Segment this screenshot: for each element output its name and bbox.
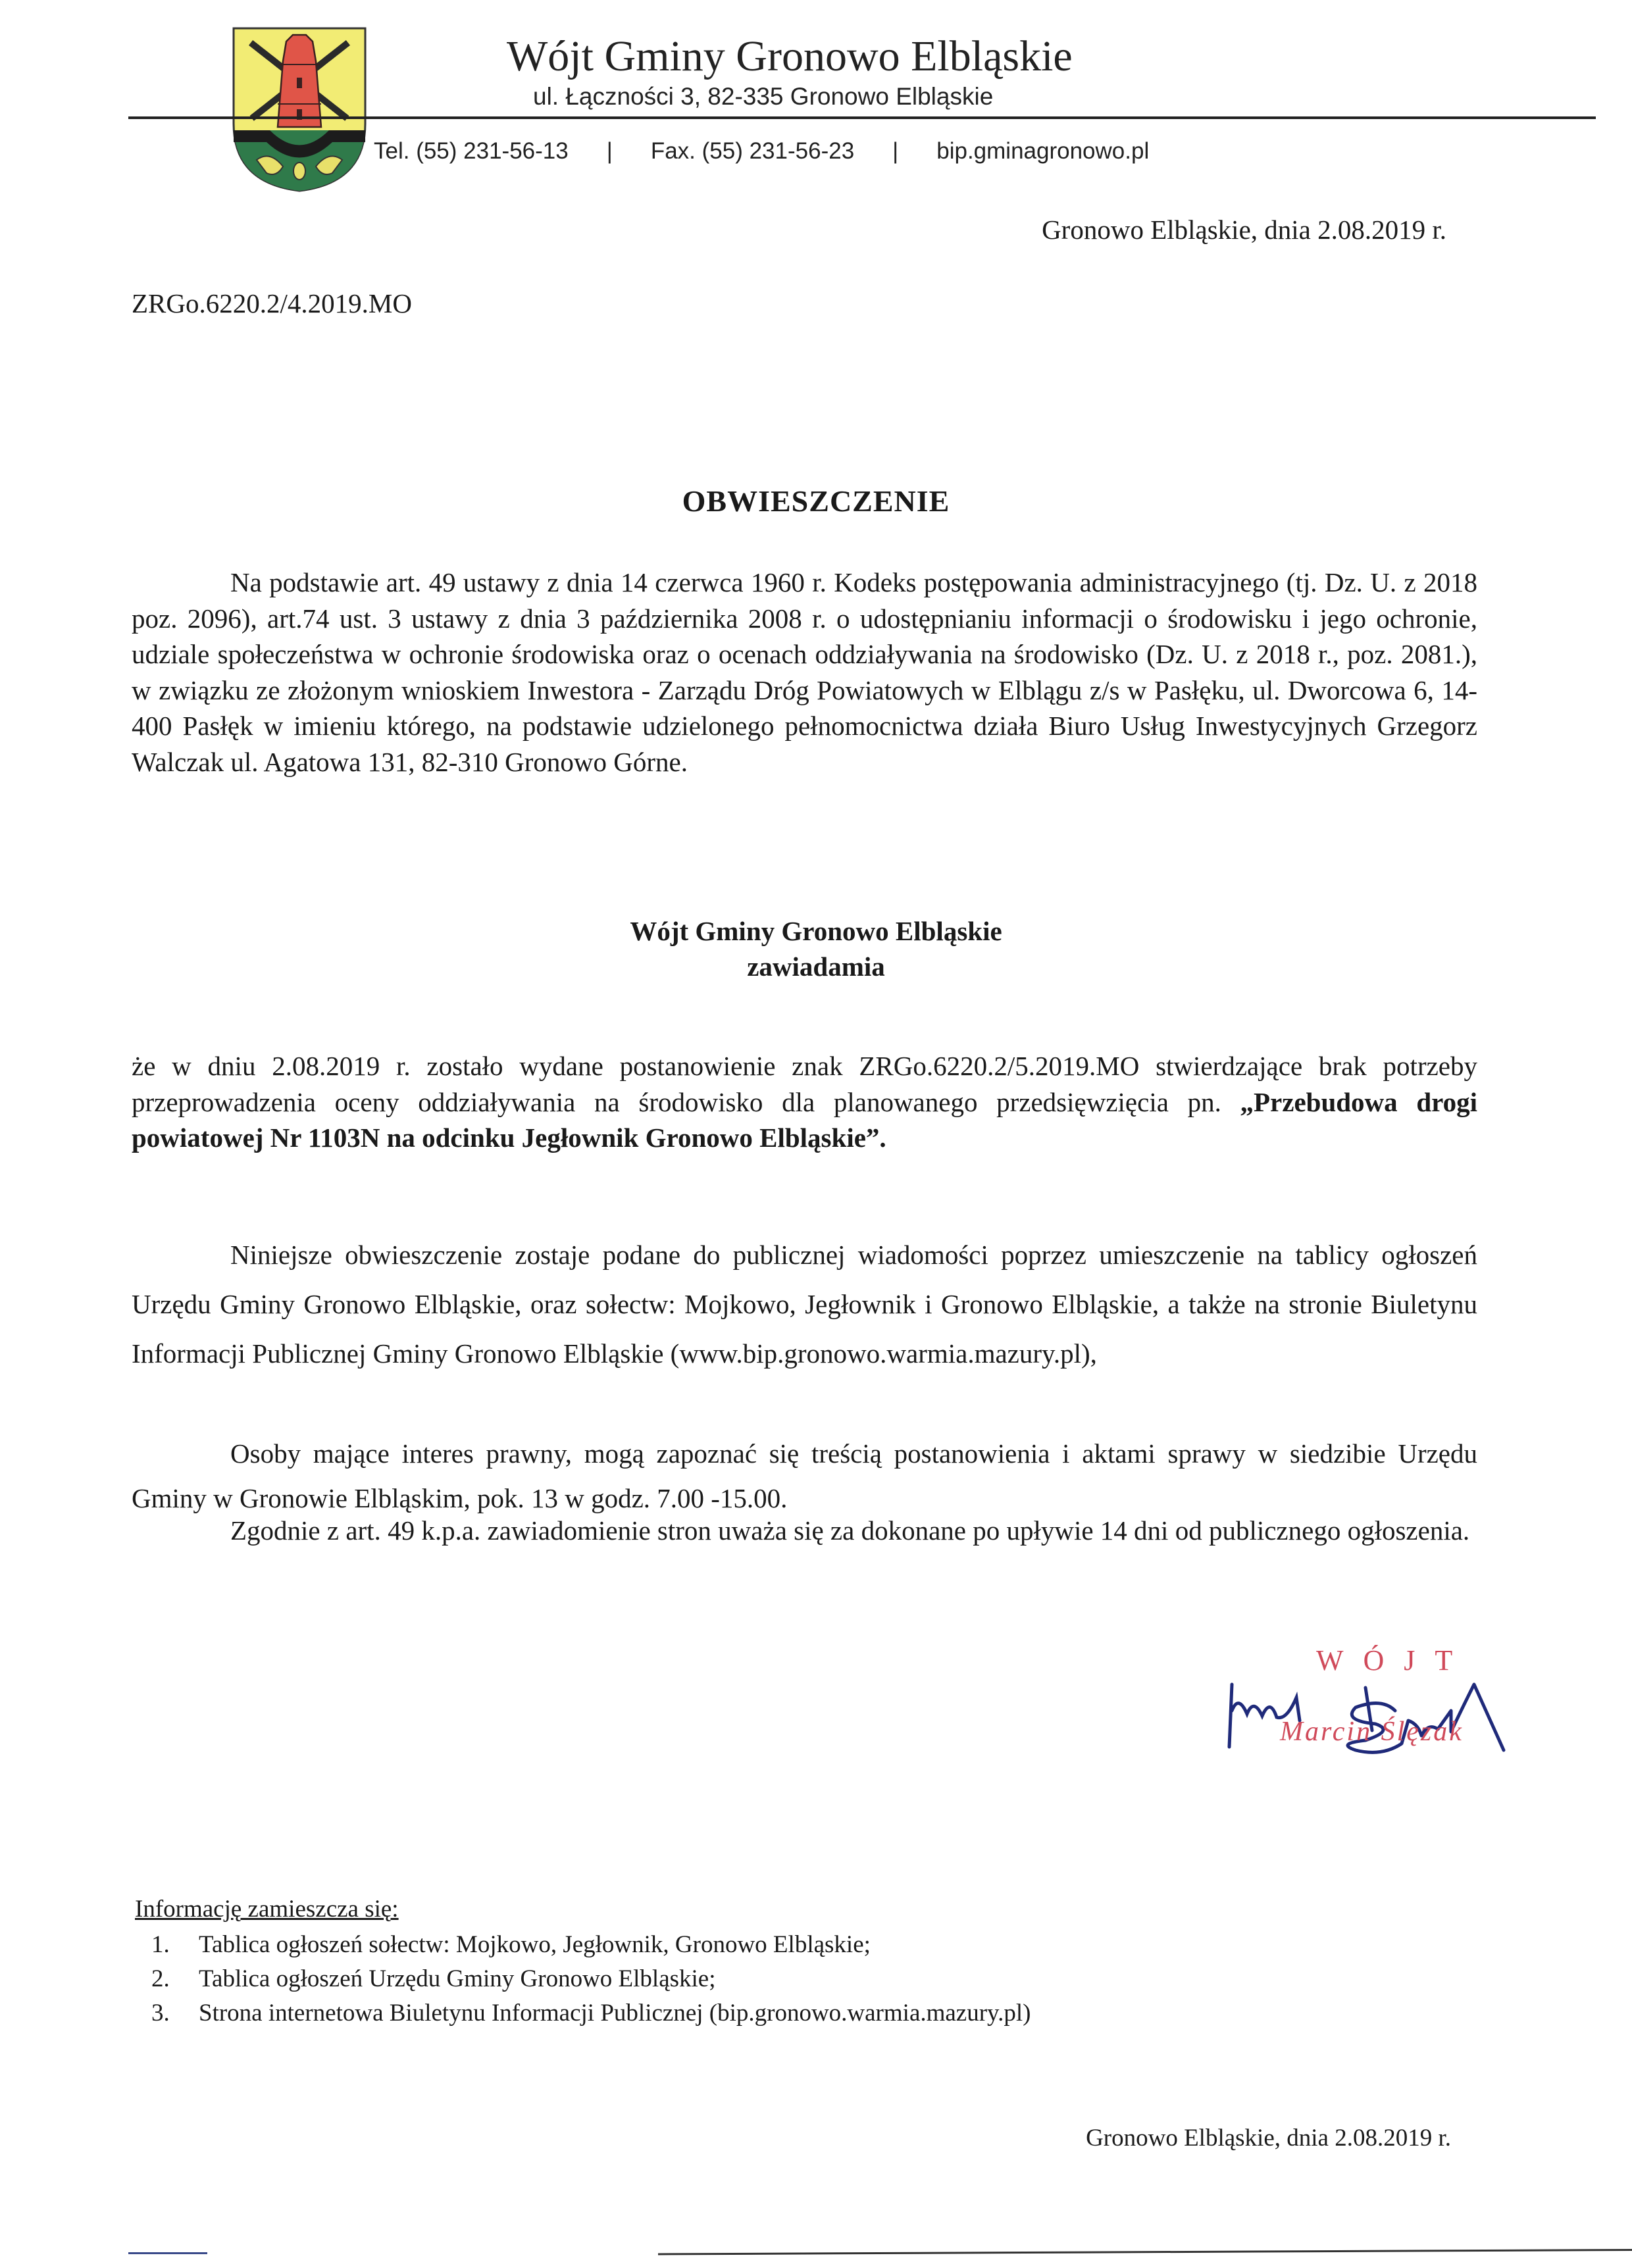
stamp-title: WÓJT	[1316, 1644, 1473, 1676]
decision-text: że w dniu 2.08.2019 r. zostało wydane postanowienie znak ZRGo.6220.2/5.2019.MO stwierdzające brak potrzeby przeprowadzenia oceny oddziaływania na środowisko dla planowanego przedsięwzięcia pn.	[132, 1051, 1477, 1117]
letterhead-title: Wójt Gminy Gronowo Elbląskie	[507, 32, 1073, 80]
notice-heading	[0, 913, 1632, 984]
heading-authority: Wójt Gminy Gronowo Elbląskie	[630, 916, 1002, 946]
stamp-name: Marcin Ślęzak	[1280, 1717, 1464, 1747]
scan-edge	[658, 2249, 1632, 2255]
distribution-heading: Informację zamieszcza się:	[135, 1896, 399, 1923]
reference-number: ZRGo.6220.2/4.2019.MO	[132, 288, 412, 318]
list-item: 2. Tablica ogłoszeń Urzędu Gminy Gronowo Elbląskie;	[151, 1965, 716, 1992]
footer-place-date: Gronowo Elbląskie, dnia 2.08.2019 r.	[1086, 2125, 1451, 2152]
paragraph-notification: Zgodnie z art. 49 k.p.a. zawiadomienie stron uważa się za dokonane po upływie 14 dni od publicznego ogłoszenia.	[230, 1515, 1470, 1546]
fax-number: Fax. (55) 231-56-23	[650, 138, 855, 164]
list-item: 3. Strona internetowa Biuletynu Informacji Publicznej (bip.gronowo.warmia.mazury.pl)	[151, 2000, 1031, 2027]
phone-number: Tel. (55) 231-56-13	[374, 138, 569, 164]
separator: |	[606, 138, 613, 164]
website-link[interactable]: bip.gminagronowo.pl	[936, 138, 1150, 164]
heading-verb: zawiadamia	[747, 951, 885, 982]
scan-edge	[128, 2252, 207, 2254]
letterhead-address: ul. Łączności 3, 82-335 Gronowo Elbląskie	[533, 83, 994, 110]
paragraph-decision	[132, 1048, 1477, 1156]
list-item: 1. Tablica ogłoszeń sołectw: Mojkowo, Jegłownik, Gronowo Elbląskie;	[151, 1931, 871, 1958]
paragraph-access: Osoby mające interes prawny, mogą zapoznać się treścią postanowienia i aktami sprawy w siedzibie Urzędu Gminy w Gronowie Elbląskim, pok. 13 w godz. 7.00 -15.00.	[132, 1438, 1477, 1513]
document-title: OBWIESZCZENIE	[682, 484, 950, 518]
distribution-list	[151, 1928, 1031, 2030]
separator: |	[892, 138, 899, 164]
letterhead-divider	[128, 116, 1596, 119]
coat-of-arms-icon	[230, 25, 369, 193]
letterhead-contacts	[374, 138, 1149, 164]
paragraph-legal-basis: Na podstawie art. 49 ustawy z dnia 14 czerwca 1960 r. Kodeks postępowania administracyjnego (tj. Dz. U. z 2018 poz. 2096), art.74 ust. 3 ustawy z dnia 3 października 2008 r. o udostępnianiu informacji o środowisku i jego ochronie, udziale społeczeństwa w ochronie środowiska oraz o ocenach oddziaływania na środowisko (Dz. U. z 2018 r., poz. 2081.), w związku ze złożonym wnioskiem Inwestora - Zarządu Dróg Powiatowych w Elblągu z/s w Pasłęku, ul. Dworcowa 6, 14-400 Pasłęk w imieniu którego, na podstawie udzielonego pełnomocnictwa działa Biuro Usług Inwestycyjnych Grzegorz Walczak ul. Agatowa 131, 82-310 Gronowo Górne.	[132, 567, 1477, 777]
signature-icon	[1224, 1658, 1527, 1770]
paragraph-publication: Niniejsze obwieszczenie zostaje podane do publicznej wiadomości poprzez umieszczenie na tablicy ogłoszeń Urzędu Gminy Gronowo Elbląskie, oraz sołectw: Mojkowo, Jegłownik i Gronowo Elbląskie, a także na stronie Biuletynu Informacji Publicznej Gminy Gronowo Elbląskie (www.bip.gronowo.warmia.mazury.pl),	[132, 1240, 1477, 1369]
project-name: „Przebudowa drogi powiatowej Nr 1103N na odcinku Jegłownik Gronowo Elbląskie”.	[132, 1086, 1477, 1153]
place-date: Gronowo Elbląskie, dnia 2.08.2019 r.	[1042, 214, 1446, 245]
